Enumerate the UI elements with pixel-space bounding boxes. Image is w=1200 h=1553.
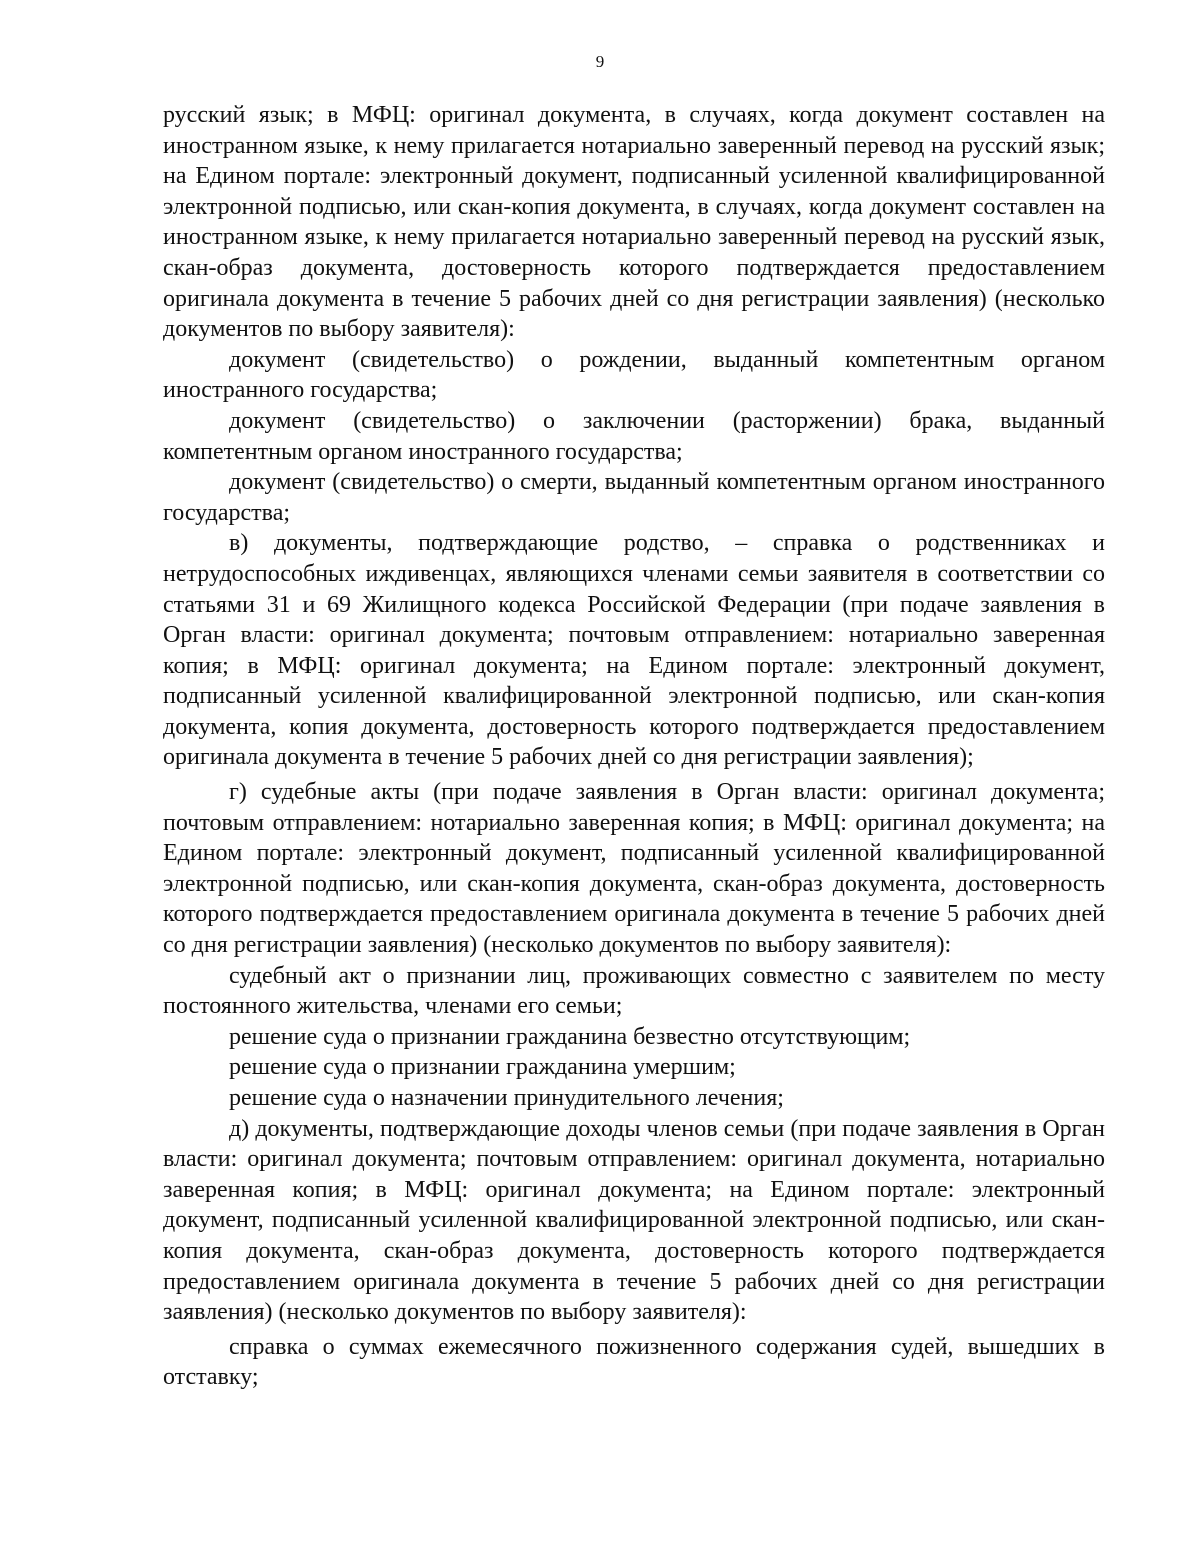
paragraph-kinship-documents: в) документы, подтверждающие родство, – справка о родственниках и нетрудоспособных иждивенцах, являющихся членами семьи заявителя в соответствии со статьями 31 и 69 Жилищного кодекса Российской Федерации (при подаче заявления в Орган власти: оригинал документа; почтовым отправлением: нотариально заверенная копия; в МФЦ: оригинал документа; на Едином портале: электронный документ, подписанный усиленной квалифицированной электронной подписью, или скан-копия документа, копия документа, достоверность которого подтверждается предоставлением оригинала документа в течение 5 рабочих дней со дня регистрации заявления); (163, 530, 1105, 771)
paragraph-court-act-family-members: судебный акт о признании лиц, проживающих совместно с заявителем по месту постоянного жительства, членами его семьи; (163, 962, 1105, 1020)
paragraph-court-acts: г) судебные акты (при подаче заявления в Орган власти: оригинал документа; почтовым отправлением: нотариально заверенная копия; в МФЦ: оригинал документа; на Едином портале: электронный документ, подписанный усиленной квалифицированной электронной подписью, или скан-копия документа, скан-образ документа, достоверность которого подтверждается предоставлением оригинала документа в течение 5 рабочих дней со дня регистрации заявления) (несколько документов по выбору заявителя): (163, 779, 1105, 959)
paragraph-judge-pension-certificate: справка о суммах ежемесячного пожизненного содержания судей, вышедших в отставку; (163, 1333, 1105, 1391)
paragraph-court-missing-person: решение суда о признании гражданина безвестно отсутствующим; (229, 1023, 911, 1050)
paragraph-court-deceased: решение суда о признании гражданина умершим; (229, 1054, 736, 1081)
paragraph-continuation: русский язык; в МФЦ: оригинал документа, в случаях, когда документ составлен на иностранном языке, к нему прилагается нотариально заверенный перевод на русский язык; на Едином портале: электронный документ, подписанный усиленной квалифицированной электронной подписью, или скан-копия документа, в случаях, когда документ составлен на иностранном языке, к нему прилагается нотариально заверенный перевод на русский язык, скан-образ документа, достоверность которого подтверждается предоставлением оригинала документа в течение 5 рабочих дней со дня регистрации заявления) (несколько документов по выбору заявителя): (163, 102, 1105, 343)
paragraph-marriage-certificate: документ (свидетельство) о заключении (расторжении) брака, выданный компетентным органом иностранного государства; (163, 407, 1105, 465)
paragraph-court-compulsory-treatment: решение суда о назначении принудительного лечения; (229, 1085, 784, 1111)
paragraph-income-documents: д) документы, подтверждающие доходы членов семьи (при подаче заявления в Орган власти: оригинал документа; почтовым отправлением: оригинал документа, нотариально заверенная копия; в МФЦ: оригинал документа; на Едином портале: электронный документ, подписанный усиленной квалифицированной электронной подписью, или скан-копия документа, скан-образ документа, достоверность которого подтверждается предоставлением оригинала документа в течение 5 рабочих дней со дня регистрации заявления) (несколько документов по выбору заявителя): (163, 1115, 1105, 1326)
page-number: 9 (595, 52, 605, 71)
document-body (163, 100, 1105, 1393)
paragraph-death-certificate: документ (свидетельство) о смерти, выданный компетентным органом иностранного государства; (163, 469, 1105, 526)
paragraph-birth-certificate: документ (свидетельство) о рождении, выданный компетентным органом иностранного государства; (163, 346, 1105, 404)
